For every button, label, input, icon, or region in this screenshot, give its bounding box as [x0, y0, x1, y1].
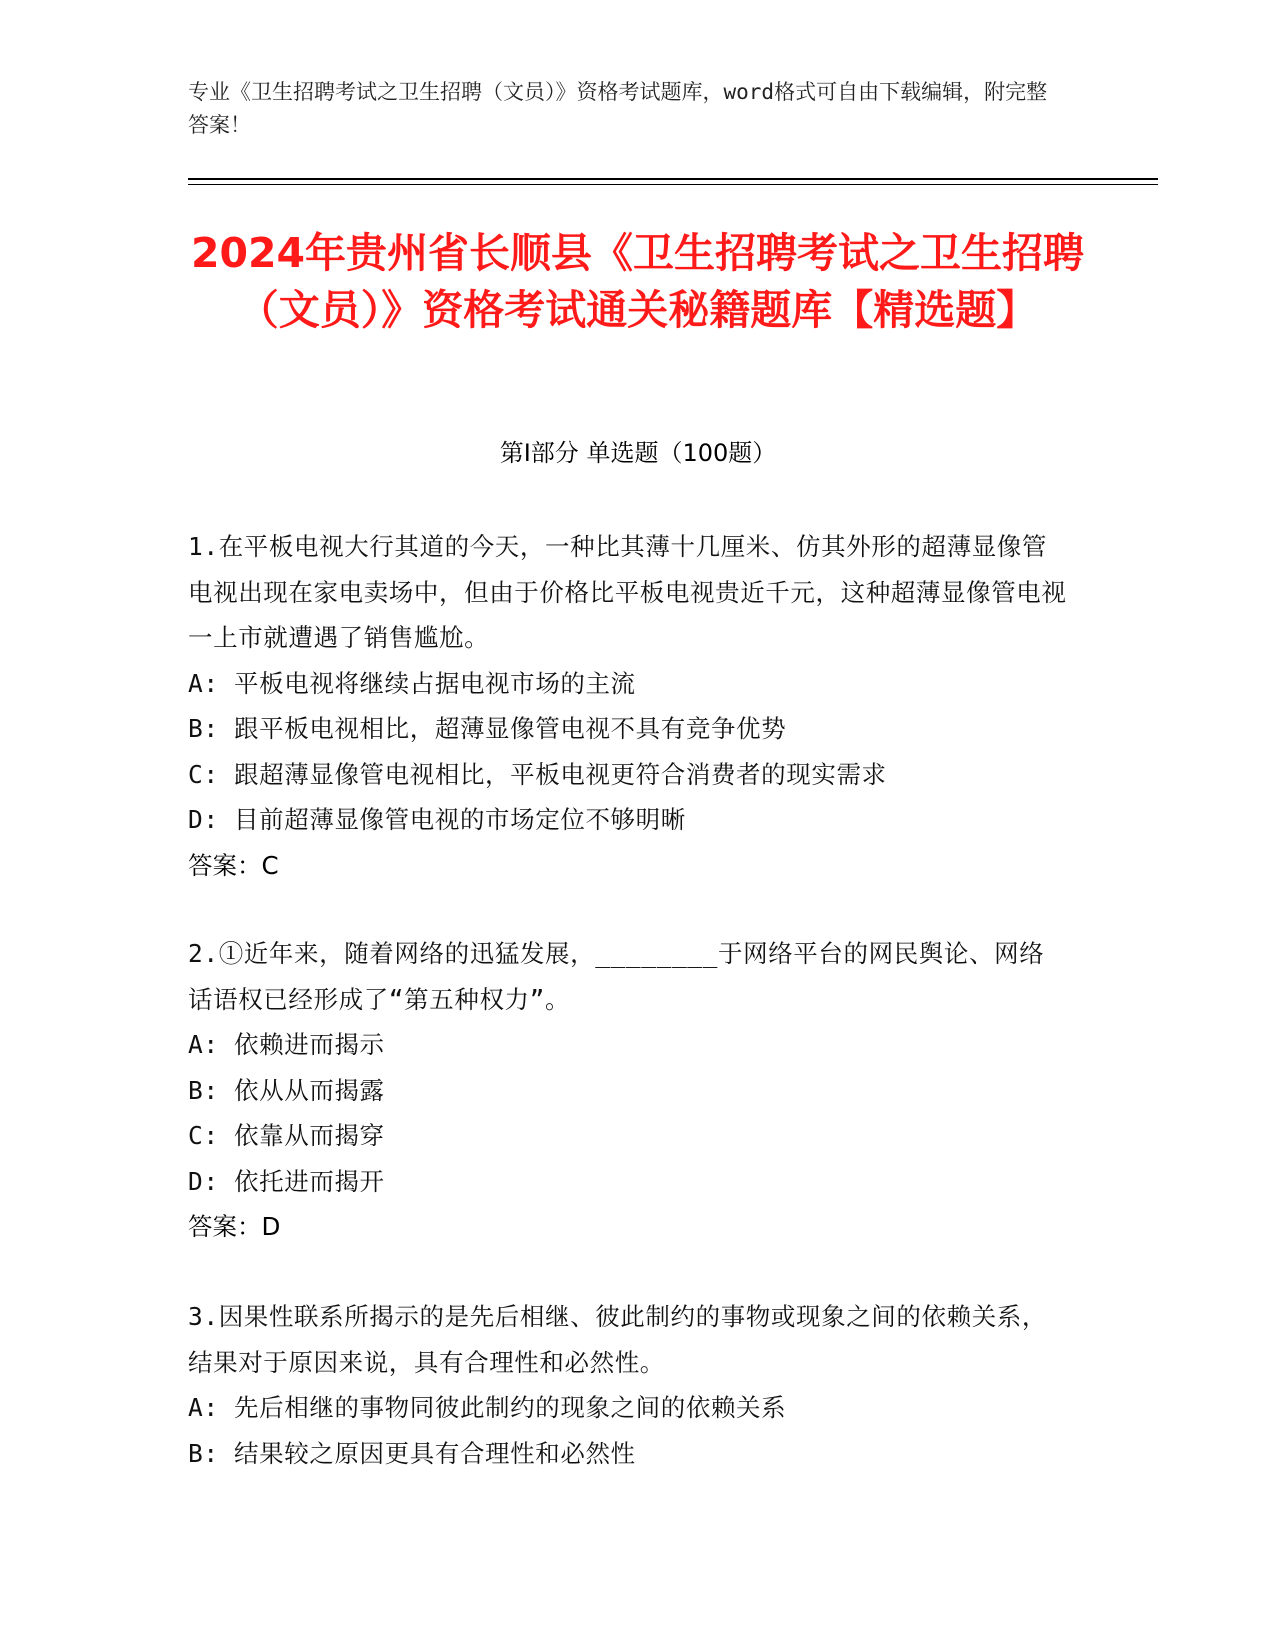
- header-note: 专业《卫生招聘考试之卫生招聘（文员）》资格考试题库，word格式可自由下载编辑，附完整答案！: [188, 80, 1048, 137]
- question-text: 3.因果性联系所揭示的是先后相继、彼此制约的事物或现象之间的依赖关系，结果对于原因来说，具有合理性和必然性。: [188, 1302, 1047, 1377]
- option-c: C: 依靠从而揭穿: [188, 1121, 385, 1150]
- question-1: [188, 524, 1068, 888]
- option-b: B: 跟平板电视相比，超薄显像管电视不具有竞争优势: [188, 714, 787, 743]
- question-text: 1.在平板电视大行其道的今天，一种比其薄十几厘米、仿其外形的超薄显像管电视出现在家电卖场中，但由于价格比平板电视贵近千元，这种超薄显像管电视一上市就遭遇了销售尴尬。: [188, 532, 1067, 652]
- option-a: A: 依赖进而揭示: [188, 1030, 385, 1059]
- answer: 答案：C: [188, 850, 279, 880]
- document-title: 2024年贵州省长顺县《卫生招聘考试之卫生招聘（文员）》资格考试通关秘籍题库【精选题】: [190, 229, 1085, 334]
- option-b: B: 结果较之原因更具有合理性和必然性: [188, 1438, 636, 1468]
- option-a: A: 先后相继的事物同彼此制约的现象之间的依赖关系: [188, 1393, 787, 1422]
- answer: 答案：D: [188, 1212, 281, 1241]
- question-2: [188, 931, 1068, 1250]
- section-heading: 第Ⅰ部分 单选题（100题）: [499, 439, 777, 467]
- option-d: D: 依托进而揭开: [188, 1166, 385, 1196]
- question-text: 2.①近年来，随着网络的迅猛发展，________于网络平台的网民舆论、网络话语权已经形成了“第五种权力”。: [188, 939, 1045, 1014]
- header-divider-thick: [188, 178, 1158, 180]
- header-divider-thin: [188, 184, 1158, 185]
- question-3: [188, 1294, 1068, 1476]
- option-c: C: 跟超薄显像管电视相比，平板电视更符合消费者的现实需求: [188, 759, 887, 789]
- option-d: D: 目前超薄显像管电视的市场定位不够明晰: [188, 805, 686, 834]
- option-b: B: 依从从而揭露: [188, 1075, 385, 1105]
- option-a: A: 平板电视将继续占据电视市场的主流: [188, 668, 636, 698]
